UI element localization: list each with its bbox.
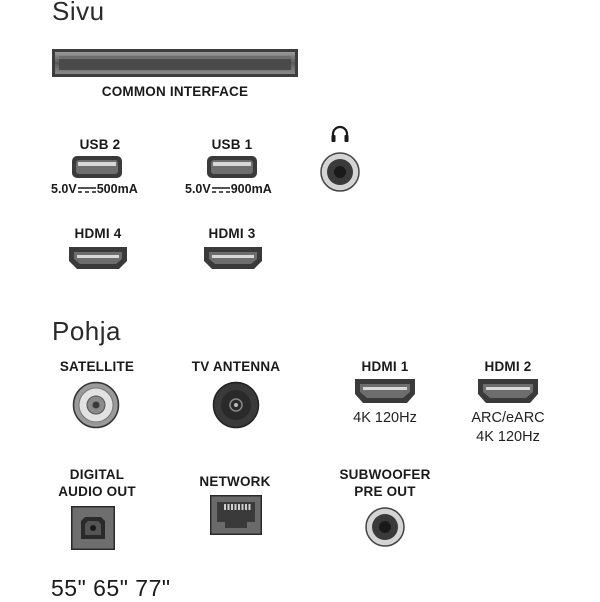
hdmi2-label: HDMI 2 bbox=[484, 359, 532, 374]
usb1-label: USB 1 bbox=[211, 137, 253, 152]
hdmi3-label: HDMI 3 bbox=[208, 226, 256, 241]
tv-antenna-connector-icon bbox=[212, 381, 260, 429]
usb2-port-icon bbox=[72, 156, 122, 178]
subwoofer-label-line1: SUBWOOFER bbox=[339, 467, 431, 482]
common-interface-label: COMMON INTERFACE bbox=[101, 84, 249, 99]
hdmi4-port-icon bbox=[67, 245, 129, 271]
usb2-voltage: 5.0V bbox=[51, 182, 77, 196]
headphone-jack-icon bbox=[320, 152, 360, 192]
usb1-current: 900mA bbox=[230, 182, 272, 196]
dc-symbol-icon bbox=[77, 185, 97, 195]
subwoofer-jack-icon bbox=[365, 507, 405, 547]
dc-symbol-icon bbox=[211, 185, 231, 195]
ethernet-port-icon bbox=[210, 495, 262, 535]
digital-audio-label-line1: DIGITAL bbox=[69, 467, 125, 482]
common-interface-slot-icon bbox=[52, 49, 298, 77]
usb2-label: USB 2 bbox=[79, 137, 121, 152]
network-label: NETWORK bbox=[199, 474, 271, 489]
section-title-bottom: Pohja bbox=[52, 316, 121, 346]
hdmi2-sub-label-2: 4K 120Hz bbox=[476, 429, 540, 445]
usb2-power-spec bbox=[51, 182, 138, 196]
tv-antenna-label: TV ANTENNA bbox=[191, 359, 281, 374]
subwoofer-label-line2: PRE OUT bbox=[354, 484, 416, 499]
usb1-port-icon bbox=[207, 156, 257, 178]
hdmi2-sub-label-1: ARC/eARC bbox=[471, 410, 545, 426]
hdmi1-port-icon bbox=[353, 377, 417, 405]
hdmi4-label: HDMI 4 bbox=[74, 226, 122, 241]
headphone-icon bbox=[330, 124, 350, 144]
screen-sizes: 55" 65" 77" bbox=[51, 575, 171, 601]
hdmi1-sub-label: 4K 120Hz bbox=[353, 410, 417, 426]
hdmi2-port-icon bbox=[476, 377, 540, 405]
usb1-voltage: 5.0V bbox=[185, 182, 211, 196]
section-title-side: Sivu bbox=[52, 0, 105, 26]
satellite-connector-icon bbox=[72, 381, 120, 429]
usb1-power-spec bbox=[185, 182, 272, 196]
satellite-label: SATELLITE bbox=[59, 359, 135, 374]
digital-audio-label-line2: AUDIO OUT bbox=[58, 484, 136, 499]
usb2-current: 500mA bbox=[96, 182, 138, 196]
hdmi1-label: HDMI 1 bbox=[361, 359, 409, 374]
optical-audio-port-icon bbox=[71, 506, 115, 550]
hdmi3-port-icon bbox=[202, 245, 264, 271]
